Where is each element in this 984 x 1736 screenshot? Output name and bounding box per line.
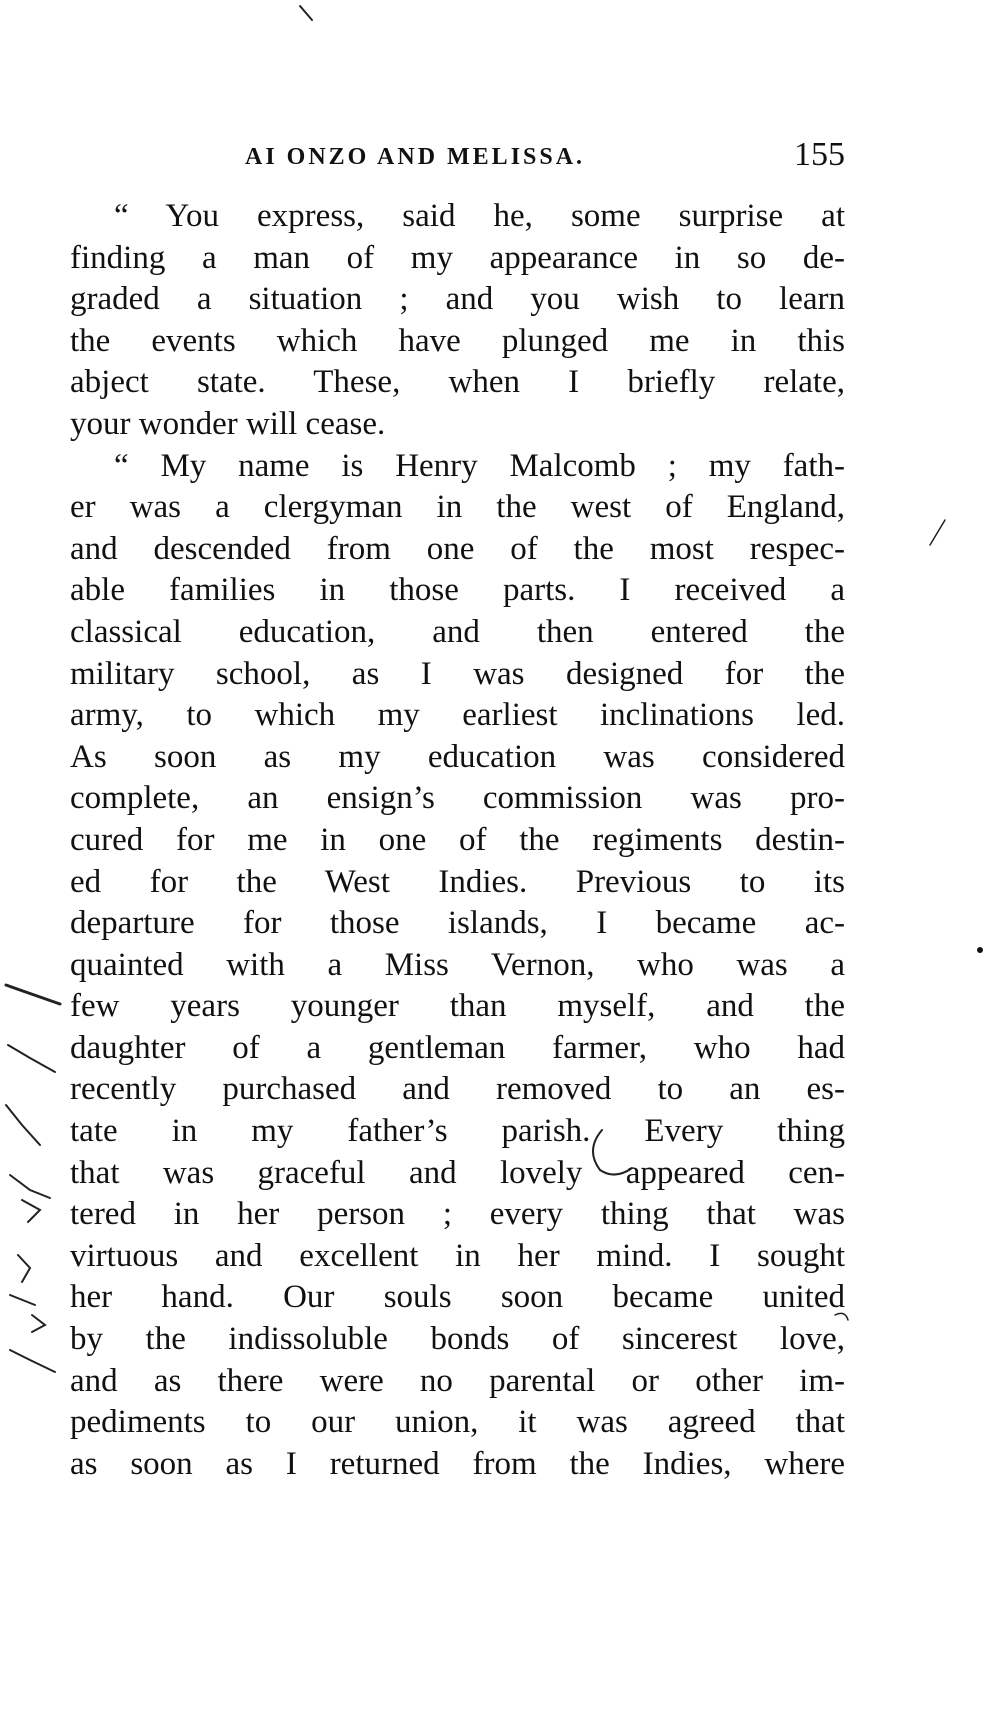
text-line: complete, an ensign’s commission was pro- [70, 780, 845, 817]
text-line: finding a man of my appearance in so de- [70, 239, 845, 276]
text-line: pediments to our union, it was agreed that [70, 1404, 845, 1441]
running-head: AI ONZO AND MELISSA. [245, 144, 586, 170]
text-line: abject state. These, when I briefly relate, [70, 364, 845, 401]
text-line: recently purchased and removed to an es- [70, 1071, 845, 1108]
text-line: ed for the West Indies. Previous to its [70, 863, 845, 900]
margin-stroke [22, 1200, 40, 1222]
page-number: 155 [794, 136, 845, 173]
text-line: tate in my father’s parish. Every thing [70, 1113, 845, 1150]
text-line: able families in those parts. I received a [70, 572, 845, 609]
body-text [70, 196, 845, 1485]
margin-stroke [32, 1315, 45, 1332]
text-line: her hand. Our souls soon became united [70, 1279, 845, 1316]
stray-mark [930, 520, 945, 545]
text-line: quainted with a Miss Vernon, who was a [70, 946, 845, 983]
text-line: tered in her person ; every thing that was [70, 1196, 845, 1233]
text-line: cured for me in one of the regiments destin- [70, 821, 845, 858]
text-line: er was a clergyman in the west of England, [70, 489, 845, 526]
text-line: “ My name is Henry Malcomb ; my fath- [114, 447, 845, 484]
text-line: as soon as I returned from the Indies, where [70, 1445, 845, 1482]
text-line: and descended from one of the most respec- [70, 530, 845, 567]
text-line: your wonder will cease. [70, 405, 386, 442]
page-header [70, 136, 845, 180]
margin-stroke [10, 1295, 35, 1305]
text-line: the events which have plunged me in this [70, 322, 845, 359]
margin-stroke [10, 1175, 50, 1198]
text-line: army, to which my earliest inclinations led. [70, 697, 845, 734]
stray-mark [300, 6, 312, 20]
text-line: graded a situation ; and you wish to learn [70, 281, 845, 318]
text-line: by the indissoluble bonds of sincerest love, [70, 1321, 845, 1358]
text-line: military school, as I was designed for the [70, 655, 845, 692]
margin-stroke [18, 1255, 30, 1282]
text-line: virtuous and excellent in her mind. I sought [70, 1237, 845, 1274]
margin-stroke [6, 1105, 40, 1145]
text-line: “ You express, said he, some surprise at [114, 198, 845, 234]
text-line: classical education, and then entered the [70, 613, 845, 650]
margin-stroke [8, 1045, 55, 1072]
margin-stroke [10, 1350, 55, 1372]
text-line: As soon as my education was considered [70, 738, 845, 775]
text-line: daughter of a gentleman farmer, who had [70, 1029, 845, 1066]
text-line: that was graceful and lovely appeared cen- [70, 1154, 845, 1191]
text-line: few years younger than myself, and the [70, 988, 845, 1025]
text-line: and as there were no parental or other im- [70, 1362, 845, 1399]
stray-dot [977, 947, 983, 953]
text-line: departure for those islands, I became ac- [70, 905, 845, 942]
margin-stroke [6, 985, 60, 1004]
